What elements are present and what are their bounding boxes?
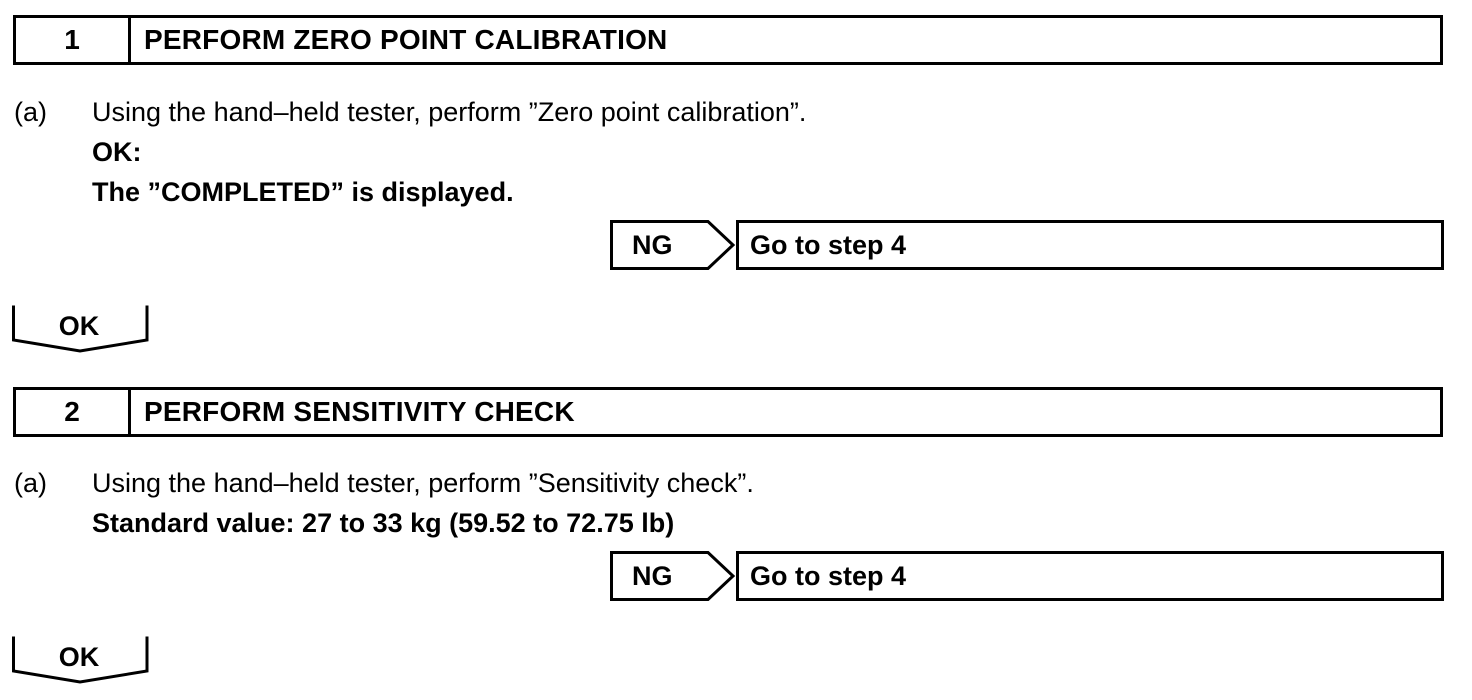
step-2-header: [13, 387, 1443, 437]
ng-branch-step-2[interactable]: [610, 551, 1444, 601]
ng-label: NG: [632, 561, 673, 591]
ok-flow-arrow-step-1: [12, 304, 150, 354]
step-1-header: [13, 15, 1443, 65]
ng-label: NG: [632, 230, 673, 260]
step-number: 2: [16, 390, 131, 434]
step-title: PERFORM SENSITIVITY CHECK: [144, 396, 575, 427]
step-number: 1: [16, 18, 131, 62]
ok-condition-label: OK:: [92, 137, 142, 167]
go-to-step-link[interactable]: Go to step 4: [750, 561, 907, 591]
step-title: PERFORM ZERO POINT CALIBRATION: [144, 24, 668, 55]
step-2-instruction: Using the hand–held tester, perform ”Sensitivity check”.: [92, 468, 754, 498]
go-to-step-link[interactable]: Go to step 4: [750, 230, 907, 260]
ng-branch-step-1[interactable]: [610, 220, 1444, 270]
step-1-instruction: Using the hand–held tester, perform ”Zero point calibration”.: [92, 97, 807, 127]
item-marker: (a): [14, 468, 47, 498]
ok-condition-text: The ”COMPLETED” is displayed.: [92, 177, 514, 207]
ok-label: OK: [58, 311, 100, 341]
ok-flow-arrow-step-2: [12, 635, 150, 685]
ok-label: OK: [58, 642, 100, 672]
ng-branch-frame: [610, 220, 1444, 270]
item-marker: (a): [14, 97, 47, 127]
standard-value: Standard value: 27 to 33 kg (59.52 to 72.75 lb): [92, 508, 675, 538]
ng-branch-frame: [610, 551, 1444, 601]
